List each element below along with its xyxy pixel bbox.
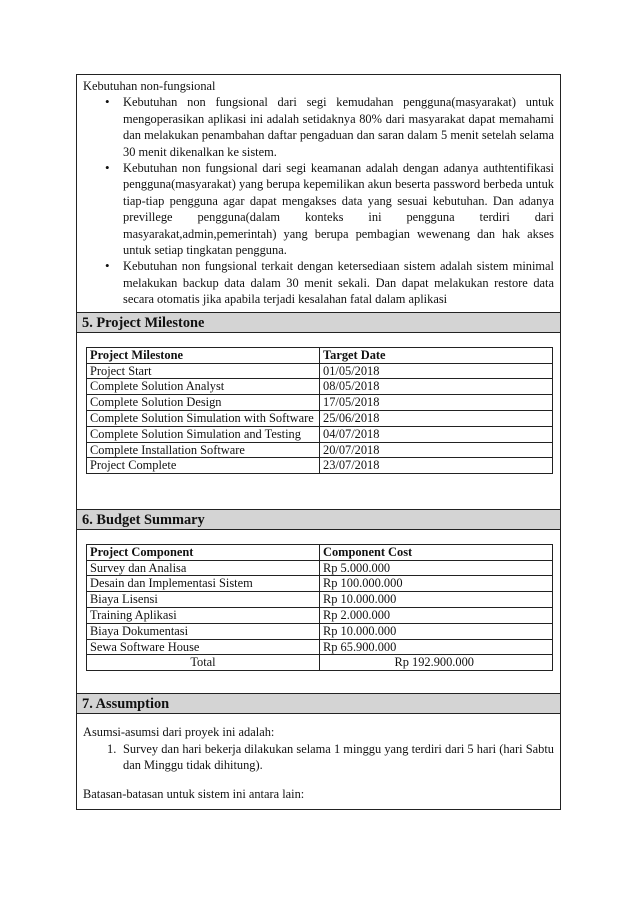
table-cell: Training Aplikasi	[87, 608, 320, 624]
table-cell: Rp 10.000.000	[320, 623, 553, 639]
table-row	[87, 639, 553, 655]
list-item: • Kebutuhan non fungsional terkait dengan ketersediaan sistem adalah sistem minimal melakukan backup data dalam 30 menit sekali. Dan dapat melakukan restore data secara otomatis jika apabila terjadi kesalahan fatal dalam aplikasi	[83, 258, 554, 307]
table-row	[87, 363, 553, 379]
table-cell: Rp 10.000.000	[320, 592, 553, 608]
column-header: Project Milestone	[87, 347, 320, 363]
document-frame	[76, 74, 561, 810]
column-header: Component Cost	[320, 544, 553, 560]
table-row	[87, 592, 553, 608]
table-row	[87, 623, 553, 639]
table-row	[87, 458, 553, 474]
table-cell: Project Start	[87, 363, 320, 379]
section-heading-milestone: 5. Project Milestone	[77, 312, 560, 333]
assumption-section	[77, 714, 560, 809]
list-item: • Kebutuhan non fungsional dari segi kemudahan pengguna(masyarakat) untuk mengoperasikan aplikasi ini adalah setidaknya 80% dari masyarakat dapat memahami dan melakukan penambahan daftar pengaduan dan saran dalam 5 menit setelah selama 30 menit dikenalkan ke sistem.	[83, 94, 554, 160]
table-row	[87, 442, 553, 458]
table-cell: 20/07/2018	[320, 442, 553, 458]
table-cell: Complete Solution Design	[87, 395, 320, 411]
list-item-number: 1.	[107, 741, 117, 756]
milestone-table	[86, 347, 553, 475]
column-header: Target Date	[320, 347, 553, 363]
table-total-row	[87, 655, 553, 671]
milestone-section	[77, 333, 560, 509]
total-value: Rp 192.900.000	[320, 655, 553, 671]
budget-table	[86, 544, 553, 672]
table-row	[87, 560, 553, 576]
table-cell: Sewa Software House	[87, 639, 320, 655]
table-cell: Biaya Lisensi	[87, 592, 320, 608]
table-cell: Complete Installation Software	[87, 442, 320, 458]
nonfunctional-heading: Kebutuhan non-fungsional	[83, 79, 216, 93]
table-cell: Rp 5.000.000	[320, 560, 553, 576]
table-cell: Complete Solution Simulation with Software	[87, 411, 320, 427]
table-header-row	[87, 347, 553, 363]
table-row	[87, 411, 553, 427]
table-cell: Desain dan Implementasi Sistem	[87, 576, 320, 592]
table-header-row	[87, 544, 553, 560]
section-heading-assumption: 7. Assumption	[77, 693, 560, 714]
table-cell: Complete Solution Simulation and Testing	[87, 426, 320, 442]
table-cell: 01/05/2018	[320, 363, 553, 379]
table-cell: Rp 100.000.000	[320, 576, 553, 592]
total-label: Total	[87, 655, 320, 671]
nonfunctional-section	[77, 75, 560, 312]
constraints-intro: Batasan-batasan untuk sistem ini antara lain:	[83, 787, 305, 802]
column-header: Project Component	[87, 544, 320, 560]
table-row	[87, 426, 553, 442]
table-cell: Rp 2.000.000	[320, 608, 553, 624]
nonfunctional-list	[83, 94, 554, 307]
table-cell: Rp 65.900.000	[320, 639, 553, 655]
section-heading-budget: 6. Budget Summary	[77, 509, 560, 530]
table-cell: Survey dan Analisa	[87, 560, 320, 576]
list-item	[83, 741, 554, 773]
table-row	[87, 576, 553, 592]
table-cell: 17/05/2018	[320, 395, 553, 411]
budget-section	[77, 530, 560, 693]
assumption-intro: Asumsi-asumsi dari proyek ini adalah:	[83, 724, 275, 739]
table-row	[87, 608, 553, 624]
table-cell: 25/06/2018	[320, 411, 553, 427]
table-cell: 08/05/2018	[320, 379, 553, 395]
table-cell: 23/07/2018	[320, 458, 553, 474]
table-cell: 04/07/2018	[320, 426, 553, 442]
assumption-list	[83, 741, 554, 773]
list-item: • Kebutuhan non fungsional dari segi keamanan adalah dengan adanya authtentifikasi pengguna(masyarakat) yang berupa kepemilikan akun beserta password berbeda untuk tiap-tiap pengguna agar dapat mengakses data yang sesuai kebutuhan. Dan adanya previllege pengguna(dalam konteks ini pengguna terdiri dari masyarakat,admin,pemerintah) yang berupa pembagian wewenang dan hak akses untuk setiap tingkatan pengguna.	[83, 160, 554, 258]
table-cell: Biaya Dokumentasi	[87, 623, 320, 639]
list-item-text: Survey dan hari bekerja dilakukan selama 1 minggu yang terdiri dari 5 hari (hari Sabtu dan Minggu tidak dihitung).	[123, 741, 554, 773]
table-row	[87, 379, 553, 395]
table-row	[87, 395, 553, 411]
table-cell: Complete Solution Analyst	[87, 379, 320, 395]
table-cell: Project Complete	[87, 458, 320, 474]
